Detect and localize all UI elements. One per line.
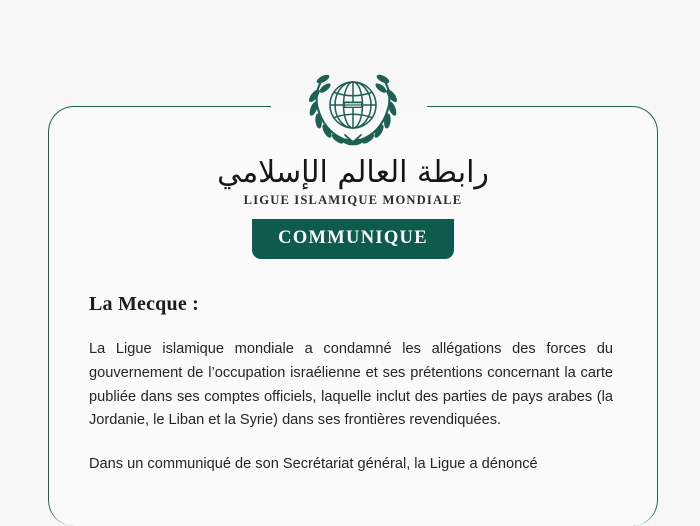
organization-emblem: [49, 63, 657, 153]
paragraph: Dans un communiqué de son Secrétariat général, la Ligue a dénoncé: [89, 456, 538, 473]
organization-name-french: LIGUE ISLAMIQUE MONDIALE: [243, 193, 463, 208]
globe-laurel-wreath-icon: [293, 63, 413, 153]
paragraph: La Ligue islamique mondiale a condamné les allégations des forces du gouvernement de l’occupation israélienne et ses prétentions concernant la carte publiée dans ses comptes officiels, laquelle inclut des parties de pays arabes (la Jordanie, le Liban et la Syrie) dans ses frontières revendiquées.: [89, 341, 613, 429]
organization-wordmark: [49, 155, 657, 208]
dateline: La Mecque :: [89, 293, 199, 315]
organization-name-arabic: رابطة العالم الإسلامي: [217, 155, 489, 190]
communique-card: [48, 106, 658, 526]
badge-row: [49, 219, 657, 259]
communique-body: [89, 293, 613, 477]
communique-badge: COMMUNIQUE: [252, 219, 454, 259]
